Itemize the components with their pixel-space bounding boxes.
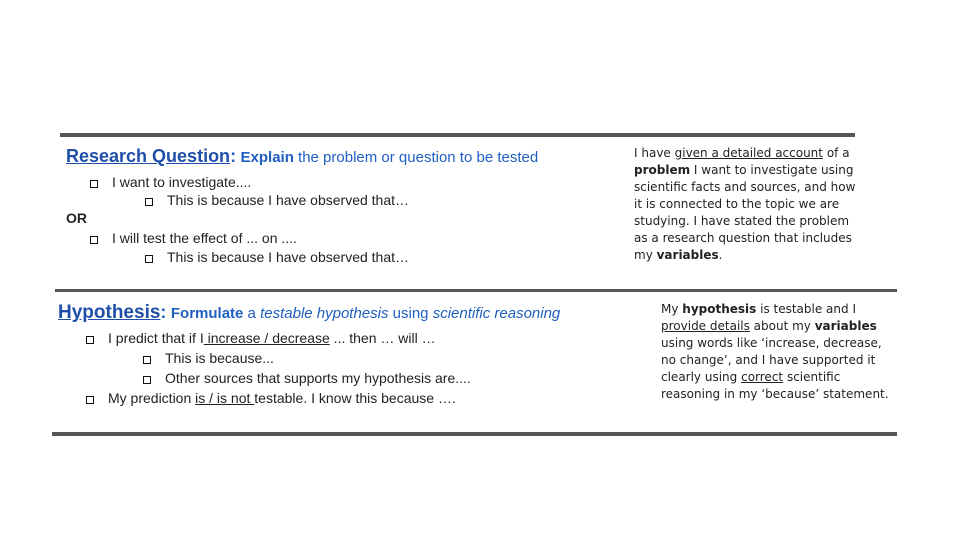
hypothesis-heading: Hypothesis	[58, 302, 161, 323]
or-label: OR	[66, 210, 87, 226]
criteria-text: I have	[634, 146, 675, 160]
middle-rule	[55, 289, 897, 292]
checkbox-icon	[90, 180, 98, 188]
criteria-text: scientific reasoning in my ‘because’ statement.	[661, 370, 889, 401]
criteria-underlined: provide details	[661, 319, 750, 333]
hypothesis-item-1-text: ... then … will …	[329, 330, 436, 346]
research-item-3	[90, 230, 297, 246]
hypothesis-subtitle-italic: scientific reasoning	[432, 305, 561, 322]
hypothesis-criteria	[661, 301, 893, 403]
criteria-bold: variables	[814, 319, 877, 333]
checkbox-icon	[86, 336, 94, 344]
research-item-4	[145, 249, 409, 265]
hypothesis-item-2-text: This is because...	[165, 350, 274, 366]
top-rule	[60, 133, 855, 137]
checkbox-icon	[143, 376, 151, 384]
criteria-text: using words like ‘increase, decrease, no change’, and I have supported it clearly using	[661, 336, 882, 384]
criteria-bold: variables	[656, 248, 719, 262]
criteria-text: about my	[749, 319, 815, 333]
bottom-rule	[52, 432, 897, 436]
research-heading: Research Question	[66, 146, 231, 166]
hypothesis-item-3-text: Other sources that supports my hypothesis are....	[165, 370, 471, 386]
research-item-4-text: This is because I have observed that…	[167, 249, 410, 265]
hypothesis-item-4-underlined: is / is not	[195, 390, 255, 406]
research-subtitle-rest: the problem or question to be tested	[293, 149, 539, 166]
hypothesis-item-1-text: I predict that if I	[108, 330, 204, 346]
hypothesis-subtitle-text: using	[388, 305, 433, 322]
hypothesis-subtitle-text: a	[243, 305, 261, 322]
research-colon: :	[230, 146, 237, 166]
research-criteria	[634, 145, 859, 264]
hypothesis-item-1-underlined: increase / decrease	[203, 330, 330, 346]
hypothesis-item-4-text: My prediction	[108, 390, 196, 406]
criteria-bold: problem	[634, 163, 691, 177]
hypothesis-subtitle-italic: testable hypothesis	[260, 305, 389, 322]
hypothesis-subtitle	[171, 305, 560, 322]
criteria-text: My	[661, 302, 683, 316]
checkbox-icon	[86, 396, 94, 404]
criteria-text: of a	[823, 146, 850, 160]
hypothesis-item-4	[86, 390, 456, 406]
research-item-1-text: I want to investigate....	[112, 174, 252, 190]
criteria-text: I want to investigate using scientific facts and sources, and how it is connected to the topic we are studying. I have stated the problem as a research question that includes my	[634, 163, 856, 262]
checkbox-icon	[145, 255, 153, 263]
hypothesis-colon: :	[160, 302, 167, 322]
hypothesis-item-3	[143, 370, 471, 386]
hypothesis-item-1	[86, 330, 436, 346]
research-item-2-text: This is because I have observed that…	[167, 192, 410, 208]
checkbox-icon	[143, 356, 151, 364]
criteria-underlined: given a detailed account	[674, 146, 823, 160]
research-item-3-text: I will test the effect of ... on ....	[112, 230, 297, 246]
checkbox-icon	[90, 236, 98, 244]
research-subtitle-bold: Explain	[240, 149, 294, 166]
hypothesis-title-row	[58, 302, 560, 324]
hypothesis-item-2	[143, 350, 274, 366]
checkbox-icon	[145, 198, 153, 206]
research-title-row	[66, 146, 538, 167]
criteria-text: is testable and I	[756, 302, 856, 316]
criteria-underlined: correct	[741, 370, 784, 384]
hypothesis-item-4-text: testable. I know this because ….	[254, 390, 456, 406]
research-item-1	[90, 174, 251, 190]
hypothesis-subtitle-bold: Formulate	[170, 305, 244, 322]
research-item-2	[145, 192, 409, 208]
research-subtitle	[241, 149, 539, 166]
criteria-bold: hypothesis	[682, 302, 757, 316]
criteria-text: .	[718, 248, 723, 262]
